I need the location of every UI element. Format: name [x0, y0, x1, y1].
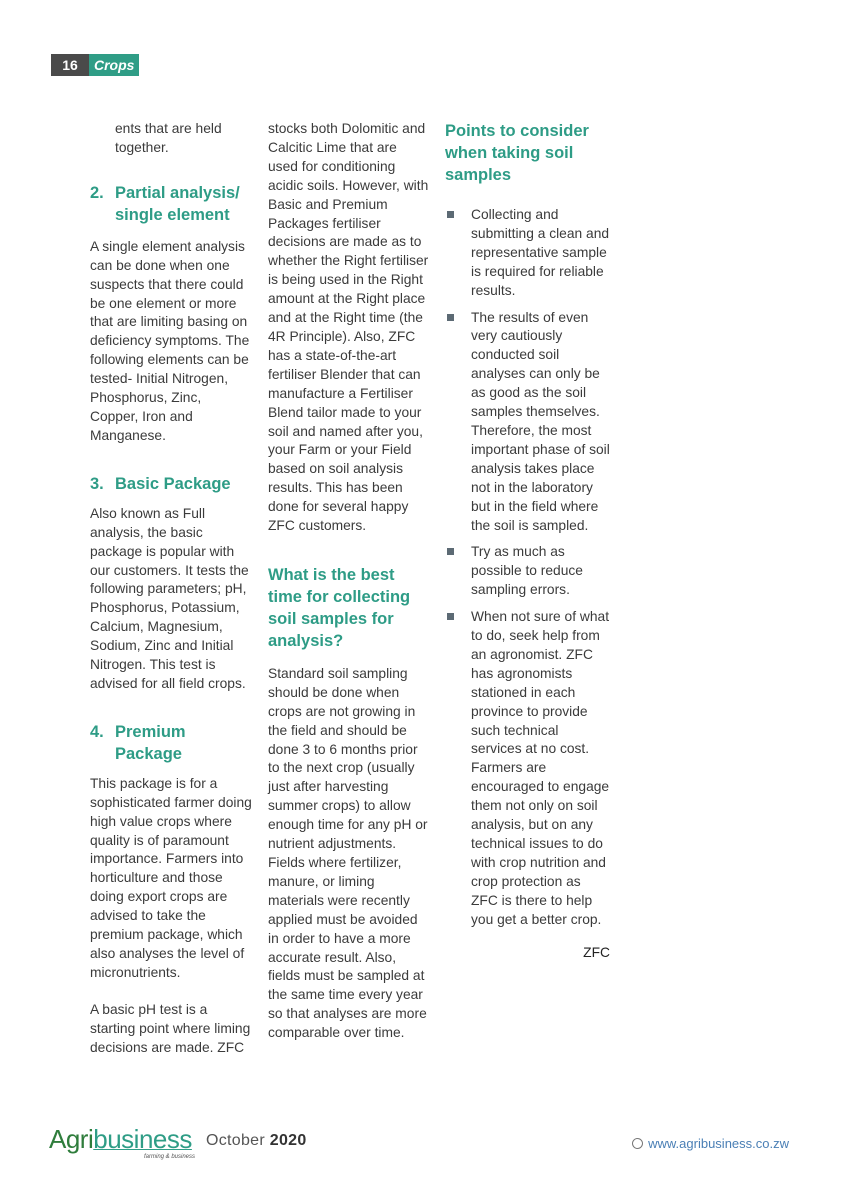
globe-icon: [632, 1138, 643, 1149]
section-label: Crops: [89, 54, 139, 76]
page-number: 16: [51, 54, 89, 76]
heading-basic-package: [90, 473, 252, 495]
intro-text: ents that are held together.: [115, 121, 222, 155]
bullet-item: Collecting and submitting a clean and representative sample is required for reliable results.: [445, 206, 610, 301]
column-3: [445, 120, 610, 962]
website-url[interactable]: www.agribusiness.co.zw: [648, 1136, 789, 1151]
heading-text: Premium Package: [115, 722, 186, 763]
page-header: [51, 54, 139, 76]
paragraph-closing: A basic pH test is a starting point where liming decisions are made. ZFC: [90, 1001, 251, 1055]
logo-part-agri: Agri: [49, 1124, 94, 1154]
column-1: [90, 120, 252, 1058]
heading-text: Basic Package: [115, 474, 231, 493]
bullet-item: The results of even very cautiously conducted soil analyses can only be as good as the soil samples themselves. Therefore, the most important phase of soil analysis takes place not in the laboratory but in the field where the soil is sampled.: [445, 309, 610, 536]
heading-points-to-consider: Points to consider when taking soil samples: [445, 122, 589, 184]
heading-number: 2.: [90, 183, 104, 202]
bullet-list: [445, 206, 610, 930]
logo-tagline: farming & business: [144, 1154, 196, 1160]
website-link[interactable]: [632, 1136, 789, 1151]
issue-date: [206, 1132, 307, 1150]
footer: [49, 1124, 789, 1164]
agribusiness-logo: [49, 1124, 192, 1155]
heading-text: Partial analysis/ single element: [115, 183, 240, 224]
heading-premium-package: [90, 721, 252, 765]
paragraph-lime: stocks both Dolomitic and Calcitic Lime that are used for conditioning acidic soils. However, with Basic and Premium Packages fertiliser decisions are made as to whether the Right fertiliser is being used in the Right amount at the Right place and at the Right time (the 4R Principle). Also, ZFC has a state-of-the-art fertiliser Blender that can manufacture a Fertiliser Blend tailor made to your soil and named after you, your Farm or your Field based on soil analysis results. This has been done for several happy ZFC customers.: [268, 121, 429, 534]
column-2: [268, 120, 430, 1043]
bullet-item: Try as much as possible to reduce sampling errors.: [445, 543, 610, 600]
issue-year: 2020: [269, 1132, 307, 1149]
paragraph-sampling-time: Standard soil sampling should be done when crops are not growing in the field and should be done 3 to 6 months prior to the next crop (usually just after harvesting summer crops) to allow enough time for any pH or nutrient adjustments. Fields where fertilizer, manure, or liming materials were recently applied must be avoided in order to have a more accurate result. Also, fields must be sampled at the same time every year so that analyses are more comparable over time.: [268, 665, 428, 1041]
paragraph-premium-package: This package is for a sophisticated farmer doing high value crops where quality is of paramount importance. Farmers into horticulture and those doing export crops are advised to take the premium package, which also analyses the level of micronutrients.: [90, 775, 252, 980]
paragraph-partial-analysis: A single element analysis can be done when one suspects that there could be one element or more that are limiting basing on deficiency symptoms. The following elements can be tested- Initial Nitrogen, Phosphorus, Zinc, Copper, Iron and Manganese.: [90, 238, 250, 443]
heading-number: 4.: [90, 722, 104, 741]
logo-part-business: business: [93, 1124, 192, 1154]
heading-sampling-time: What is the best time for collecting soil samples for analysis?: [268, 565, 411, 650]
signature: ZFC: [583, 944, 610, 960]
paragraph-basic-package: Also known as Full analysis, the basic package is popular with our customers. It tests the following parameters; pH, Phosphorus, Potassium, Calcium, Magnesium, Sodium, Zinc and Initial Nitrogen. This test is advised for all field crops.: [90, 505, 249, 691]
bullet-item: When not sure of what to do, seek help from an agronomist. ZFC has agronomists stationed in each province to provide such technical services at no cost. Farmers are encouraged to engage them not only on soil analysis, but on any technical issues to do with crop nutrition and crop protection as ZFC is there to help you get a better crop.: [445, 608, 610, 929]
heading-number: 3.: [90, 474, 104, 493]
heading-partial-analysis: [90, 182, 252, 226]
issue-month: October: [206, 1132, 266, 1149]
